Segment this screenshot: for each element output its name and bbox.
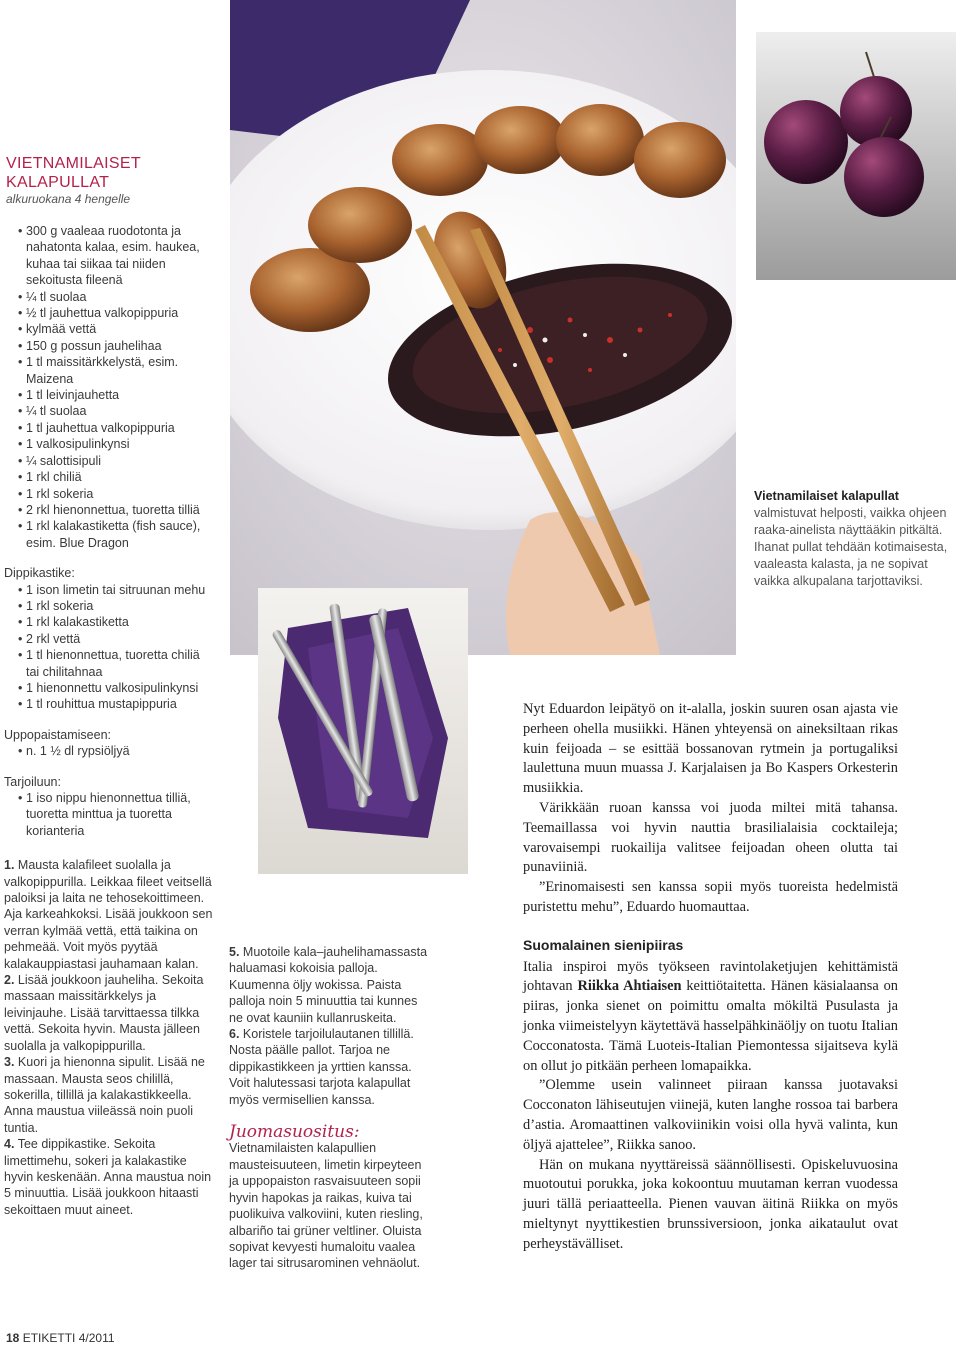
step <box>4 972 216 1054</box>
step <box>4 1136 216 1218</box>
ingredient-item: • 1 tl jauhettua valkopippuria <box>4 420 216 436</box>
article-paragraph: Hän on mukana nyyttäreissä säännöllisesti. Opiskeluvuosina muotoutui porukka, joka kokoontuu muutaman kerran vuodessa juuri tällä periaatteella. Pienen vauvan äitinä Riikka on myös mieltynyt nyyttikestien brunssiversioon, jonka aikataulut ovat perheystävälliset. <box>523 1156 898 1252</box>
recipe-title <box>6 154 206 192</box>
fry-list <box>4 743 216 759</box>
recipe-subtitle: alkuruokana 4 hengelle <box>6 192 131 206</box>
dip-heading: Dippikastike: <box>4 566 75 581</box>
ingredient-item: • ¼ tl suolaa <box>4 403 216 419</box>
recipe-title-line-1: VIETNAMILAISET <box>6 155 141 172</box>
steps-middle <box>229 944 434 1272</box>
fry-item: • n. 1 ½ dl rypsiöljyä <box>4 743 216 759</box>
article-text: Italia inspiroi myös työkseen ravintolaketjujen kehittämistä johtavan <box>523 958 898 995</box>
dip-list <box>4 582 216 713</box>
magazine-issue: ETIKETTI 4/2011 <box>22 1331 115 1345</box>
serve-item: • 1 iso nippu hienonnettua tilliä, tuoretta minttua ja tuoretta korianteria <box>4 790 216 839</box>
step-number: 5. <box>229 945 240 959</box>
page-number: 18 <box>6 1331 20 1345</box>
page-footer <box>6 1331 115 1345</box>
step-number: 4. <box>4 1137 15 1152</box>
ingredient-item: • ¼ salottisipuli <box>4 453 216 469</box>
photo-plums <box>756 32 956 280</box>
steps-left <box>4 857 216 1218</box>
ingredient-item: • 1 valkosipulinkynsi <box>4 436 216 452</box>
recipe-title-line-2: KALAPULLAT <box>6 174 110 191</box>
dip-item: • 1 tl hienonnettua, tuoretta chiliä tai chilitahnaa <box>4 647 216 680</box>
wine-text: Vietnamilaisten kalapullien mausteisuuteen, limetin kirpeyteen ja uppopaiston rasvaisuuteen sopii hyvin hapokas ja raikas, kuiva tai puolikuiva valkoviini, kuten riesling, albariño tai grüner veltliner. Oluista sopivat kevyesti humaloitu vaalea lager tai sitrusarominen vehnäolut. <box>229 1141 423 1271</box>
ingredient-item: • 150 g possun jauhelihaa <box>4 338 216 354</box>
step-text: Muotoile kala–jauhelihamassasta haluamasi kokoisia palloja. Kuumenna öljy wokissa. Paista palloja noin 5 minuuttia tai kunnes ne ovat kauniin kullanruskeita. <box>229 945 428 1025</box>
step-text: Mausta kalafileet suolalla ja valkopippurilla. Leikkaa fileet veitsellä paloiksi ja laita ne tehosekoittimeen. Aja karkeahkoksi. Lisää joukkoon sen verran kylmää vettä, että taikina on pehmeää. Voit myös pyytää kalakauppiastasi jauhamaan kalan. <box>4 858 213 971</box>
serve-list <box>4 790 216 839</box>
article-text: keittiötaitetta. Hänen käsialaansa on piiras, jonka sienet on poimittu omalta mökiltä Pusulasta ja jonka viimeistelyyn käytettävä hasselpähkinäöljy on tuotu Italian Cocconatosta. Tämä Luoteis-Italian Piemontessa sijaitseva kylä on ollut jo pitkään perheen lomapaikka. <box>523 978 898 1074</box>
article-paragraph: ”Olemme usein valinneet piiraan kanssa juotavaksi Cocconaton lähiseutujen viinejä, kuten langhe rossoa tai barbera d’astia. Aromaattinen valkoviinikin voisi olla hyvä valinta, kun öljyä ajattelee”, Riikka sanoo. <box>523 1077 898 1153</box>
step-number: 2. <box>4 973 15 988</box>
step-text: Koristele tarjoilulautanen tillillä. Nosta päälle pallot. Tarjoa ne dippikastikkeen ja yrttien kanssa. Voit halutessasi tarjota kalapullat myös vermisellien kanssa. <box>229 1027 414 1107</box>
article-subheading: Suomalainen sienipiiras <box>523 936 684 953</box>
caption-bold: Vietnamilaiset kalapullat <box>754 489 899 503</box>
serve-heading: Tarjoiluun: <box>4 774 61 789</box>
article-paragraph: Värikkään ruoan kanssa voi juoda miltei mitä tahansa. Teemaillassa voi hyvin nauttia brasilialaisia cocktaileja; varovaisempi ruokailija valitsee feijoadan oheen olutta tai punaviiniä. <box>523 799 898 876</box>
ingredient-item: • 2 rkl hienonnettua, tuoretta tilliä <box>4 502 216 518</box>
step-number: 6. <box>229 1027 240 1042</box>
step <box>4 1054 216 1136</box>
caption-text: valmistuvat helposti, vaikka ohjeen raaka-ainelista näyttääkin pitkältä. Ihanat pullat tehdään kotimaisesta, vaaleasta kalasta, ja ne sopivat vaikka alkupalana tarjottaviksi. <box>754 506 948 588</box>
dip-item: • 1 rkl sokeria <box>4 598 216 614</box>
ingredient-item: • 1 rkl chiliä <box>4 469 216 485</box>
article-paragraph: Nyt Eduardon leipätyö on it-alalla, joskin suuren osan ajasta vie perheen ohella musiikki. Hänen yhteyensä on aineksiltaan rikas kuin feijoada – se esittää bossanovan rytmein ja portugaliksi laulettuna muun muassa J. Karjalaisen ja Bo Kaspers Orkesterin musiikkia. <box>523 701 898 797</box>
photo-cutlery <box>258 588 468 874</box>
step <box>229 944 434 1026</box>
ingredient-item: • 300 g vaaleaa ruodotonta ja nahatonta kalaa, esim. haukea, kuhaa tai siikaa tai niiden sekoitusta fileenä <box>4 223 216 289</box>
ingredient-item: • kylmää vettä <box>4 321 216 337</box>
wine-heading: Juomasuositus: <box>229 1122 360 1143</box>
step-text: Tee dippikastike. Sekoita limettimehu, sokeri ja kalakastike hyvin keskenään. Anna maustua noin 5 minuuttia. Lisää joukkoon hitaasti sekoittaen muut aineet. <box>4 1137 212 1217</box>
article-bold-name: Riikka Ahtiaisen <box>577 978 682 995</box>
fishballs-photo-illustration <box>230 0 736 655</box>
step <box>4 857 216 972</box>
photo-caption <box>754 488 954 590</box>
recipe-left-column <box>4 223 216 1218</box>
step-text: Kuori ja hienonna sipulit. Lisää ne massaan. Mausta seos chilillä, sokerilla, tillillä ja kalakastikkeella. Anna maustua viileässä noin puoli tuntia. <box>4 1055 205 1135</box>
plums-photo-illustration <box>756 32 956 280</box>
ingredient-item: • 1 tl maissitärkkelystä, esim. Maizena <box>4 354 216 387</box>
dip-item: • 1 rkl kalakastiketta <box>4 614 216 630</box>
step-text: Lisää joukkoon jauheliha. Sekoita massaan maissitärkkelys ja leivinjauhe. Lisää tarvittaessa tilkka vettä. Sekoita hyvin. Mausta jälleen suolalla ja valkopippurilla. <box>4 973 204 1053</box>
dip-item: • 1 hienonnettu valkosipulinkynsi <box>4 680 216 696</box>
fry-heading: Uppopaistamiseen: <box>4 727 112 742</box>
dip-item: • 1 ison limetin tai sitruunan mehu <box>4 582 216 598</box>
article-body <box>523 700 898 1255</box>
step-number: 1. <box>4 858 15 873</box>
step-number: 3. <box>4 1055 15 1070</box>
ingredient-item: • ¼ tl suolaa <box>4 289 216 305</box>
ingredient-item: • ½ tl jauhettua valkopippuria <box>4 305 216 321</box>
dip-item: • 2 rkl vettä <box>4 631 216 647</box>
step <box>229 1026 434 1108</box>
article-paragraph: ”Erinomaisesti sen kanssa sopii myös tuoreista hedelmistä puristettu mehu”, Eduardo huomauttaa. <box>523 879 898 915</box>
ingredient-item: • 1 tl leivinjauhetta <box>4 387 216 403</box>
cutlery-photo-illustration <box>258 588 468 874</box>
ingredient-item: • 1 rkl sokeria <box>4 486 216 502</box>
dip-item: • 1 tl rouhittua mustapippuria <box>4 696 216 712</box>
ingredient-item: • 1 rkl kalakastiketta (fish sauce), esim. Blue Dragon <box>4 518 216 551</box>
ingredient-list <box>4 223 216 551</box>
article-paragraph <box>523 958 898 1077</box>
photo-fishballs <box>230 0 736 655</box>
